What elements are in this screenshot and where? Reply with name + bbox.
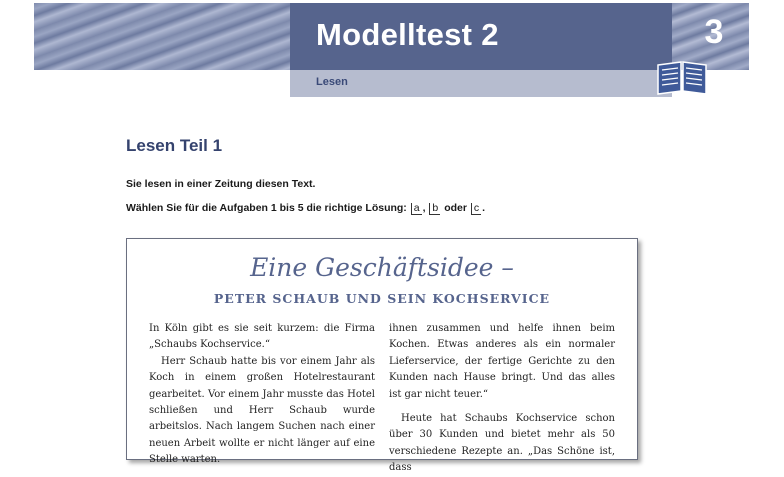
article-headline: Eine Geschäftsidee – — [250, 253, 514, 282]
page-subtitle: Lesen — [316, 76, 348, 88]
instruction-prefix: Wählen Sie für die Aufgaben 1 bis 5 die richtige Lösung: — [126, 202, 407, 214]
instruction-text: Sie lesen in einer Zeitung diesen Text. — [126, 178, 316, 190]
article-subheadline: PETER SCHAUB UND SEIN KOCHSERVICE — [213, 291, 551, 306]
article-column-left — [149, 321, 375, 469]
article-column-right — [389, 321, 615, 477]
section-title: Lesen Teil 1 — [126, 136, 223, 155]
header-banner — [34, 3, 749, 97]
article-paragraph: Herr Schaub hatte bis vor einem Jahr als Koch in einem großen Hotelrestaurant gearbeitet. Vor einem Jahr musste das Hotel schließen und Herr Schaub wurde arbeitslos. Nach langem Suchen nach einer neuen Arbeit wollte er nicht länger auf eine Stelle warten. — [149, 355, 375, 466]
instruction-options-line: Wählen Sie für die Aufgaben 1 bis 5 die richtige Lösung: a , b oder c . — [126, 202, 486, 214]
article-paragraph: In Köln gibt es sie seit kurzem: die Firma „Schaubs Kochservice.“ — [149, 323, 375, 351]
chapter-number: 3 — [704, 13, 724, 51]
article-paragraph: Heute hat Schaubs Kochservice schon über 30 Kunden und bietet mehr als 50 verschiedene Rezepte an. „Das Schöne ist, dass — [389, 413, 615, 474]
article-box — [126, 238, 638, 474]
book-icon — [654, 57, 710, 97]
option-b: b — [429, 203, 440, 215]
option-a: a — [411, 203, 422, 215]
option-c: c — [471, 203, 481, 215]
banner-decoration-left — [34, 3, 290, 70]
or-word: oder — [444, 202, 467, 214]
article-paragraph: ihnen zusammen und helfe ihnen beim Kochen. Etwas anderes als ein normaler Lieferservice, der fertige Gerichte zu den Kunden nach Hause bringt. Und das alles ist gar nicht teuer.“ — [389, 323, 615, 400]
page-title: Modelltest 2 — [316, 17, 499, 52]
